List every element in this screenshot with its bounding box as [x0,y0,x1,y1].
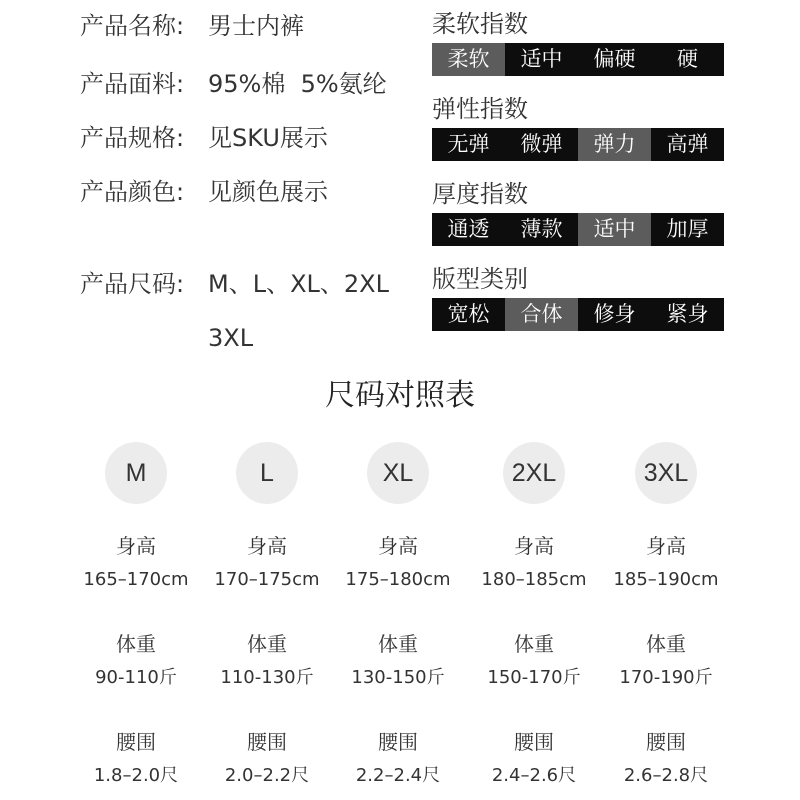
waist-label: 腰围 [646,730,686,754]
spec-label: 产品规格: [80,124,185,152]
weight-label: 体重 [646,632,686,656]
index-option: 弹力 [578,128,651,161]
height-value: 185–190cm [613,569,719,590]
waist-metric [201,728,333,790]
index-title: 厚度指数 [432,180,528,208]
waist-metric [600,728,732,790]
weight-metric [70,630,202,692]
height-label: 身高 [378,534,418,558]
spec-label: 产品尺码: [80,270,185,298]
size-column-2xl [468,442,600,786]
spec-sku-row [80,120,328,156]
spec-value: M、L、XL、2XL [208,270,389,298]
waist-value: 1.8–2.0尺 [93,765,179,786]
index-option: 宽松 [447,302,490,326]
spec-fabric-row [80,66,387,102]
weight-metric [468,630,600,692]
height-value: 165–170cm [83,569,189,590]
height-value: 175–180cm [345,569,451,590]
index-option: 柔软 [432,43,505,76]
weight-metric [332,630,464,692]
index-option: 微弹 [520,132,563,156]
size-badge: L [236,442,298,504]
size-column-m [70,442,202,786]
size-column-3xl [600,442,732,786]
spec-size-extra: 3XL [208,324,254,352]
height-metric [201,532,333,594]
weight-metric [201,630,333,692]
height-metric [468,532,600,594]
spec-color-row [80,174,328,210]
index-option: 无弹 [447,132,490,156]
index-option: 薄款 [520,217,563,241]
spec-value: 见颜色展示 [208,178,328,206]
spec-size-row [80,266,389,302]
height-label: 身高 [247,534,287,558]
height-metric [600,532,732,594]
index-option: 硬 [677,47,698,71]
index-option: 合体 [505,298,578,331]
index-option: 适中 [578,213,651,246]
waist-value: 2.2–2.4尺 [355,765,441,786]
spec-label: 产品颜色: [80,178,185,206]
height-value: 170–175cm [214,569,320,590]
weight-label: 体重 [116,632,156,656]
spec-label: 产品面料: [80,70,185,98]
index-option: 高弹 [666,132,709,156]
weight-label: 体重 [247,632,287,656]
spec-value: 见SKU展示 [208,124,328,152]
fit-type-index [432,261,724,331]
thickness-index [432,176,724,246]
size-chart [0,442,800,800]
size-column-l [201,442,333,786]
index-option: 修身 [593,302,636,326]
index-bar [432,298,724,331]
waist-metric [332,728,464,790]
height-label: 身高 [646,534,686,558]
waist-value: 2.0–2.2尺 [224,765,310,786]
index-option: 偏硬 [593,47,636,71]
height-metric [332,532,464,594]
weight-metric [600,630,732,692]
weight-label: 体重 [514,632,554,656]
spec-label: 产品名称: [80,12,185,40]
waist-label: 腰围 [247,730,287,754]
spec-name-row [80,8,304,44]
size-chart-title: 尺码对照表 [325,378,475,413]
size-badge: XL [367,442,429,504]
softness-index [432,6,724,76]
waist-label: 腰围 [116,730,156,754]
waist-metric [70,728,202,790]
weight-value: 150-170斤 [487,667,581,688]
index-bar [432,128,724,161]
weight-value: 170-190斤 [619,667,713,688]
waist-label: 腰围 [378,730,418,754]
index-option: 紧身 [666,302,709,326]
height-value: 180–185cm [481,569,587,590]
waist-label: 腰围 [514,730,554,754]
weight-value: 110-130斤 [220,667,314,688]
waist-value: 2.4–2.6尺 [491,765,577,786]
size-badge: 2XL [503,442,565,504]
size-column-xl [332,442,464,786]
spec-value: 男士内裤 [208,12,304,40]
index-option: 适中 [520,47,563,71]
weight-value: 130-150斤 [351,667,445,688]
size-badge: M [105,442,167,504]
weight-label: 体重 [378,632,418,656]
index-title: 柔软指数 [432,10,528,38]
index-bar [432,43,724,76]
height-metric [70,532,202,594]
waist-metric [468,728,600,790]
index-title: 弹性指数 [432,95,528,123]
index-title: 版型类别 [432,265,528,293]
index-option: 加厚 [666,217,709,241]
waist-value: 2.6–2.8尺 [623,765,709,786]
size-badge: 3XL [635,442,697,504]
index-bar [432,213,724,246]
spec-value: 95%棉 5%氨纶 [208,70,387,98]
weight-value: 90-110斤 [95,667,177,688]
height-label: 身高 [514,534,554,558]
elasticity-index [432,91,724,161]
index-option: 通透 [447,217,490,241]
height-label: 身高 [116,534,156,558]
